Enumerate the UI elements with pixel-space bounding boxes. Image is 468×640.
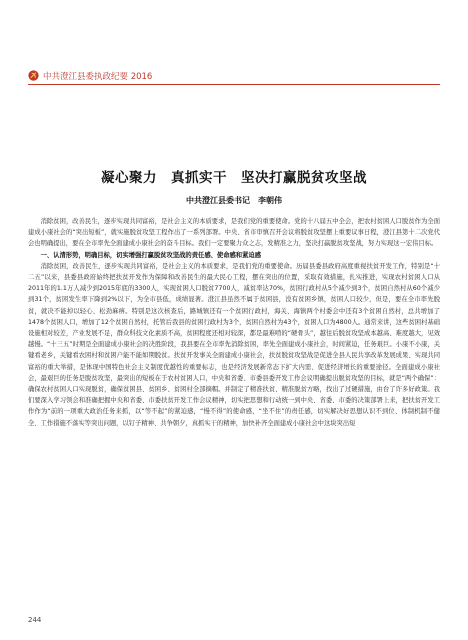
- article-title: 凝心聚力 真抓实干 坚决打赢脱贫攻坚战: [101, 170, 367, 186]
- page-number: 244: [28, 616, 42, 624]
- party-emblem-icon: [28, 70, 39, 81]
- running-header: [28, 69, 440, 82]
- body-paragraph: 消除贫困，改善民生，逐步实现共同富裕，是社会主义的本质要求，是我们党的重要使命。历届县委县政府高度重视扶贫开发工作，特别是“十二五”以来，县委县政府始终把扶贫开发作为保障和改善民生的最大民心工程，摆在突出的位置，采取有效措施，扎实推进，实现农村贫困人口从2011年的1.1万人减少到2015年底的3300人，实现贫困人口脱贫7700人，减贫率达70%，贫困行政村从5个减少到3个，贫困自然村从60个减少到31个，贫困发生率下降到2%以下，为全市县低，成绩显著。澄江县虽然不属于贫困县，没有贫困乡镇，贫困人口较少，但是，要在全市率先脱贫，就决不能掉以轻心、松劲麻痹。特别是这次核查后，路城镇还有一个贫困行政村，海关、海镇两个村委会中还有3个贫困自然村，总共增加了1478个贫困人口，增加了12个贫困自然村，托管后我县的贫困行政村为3个，贫困自然村为43个，贫困人口为4800人。通常来讲，这些贫困村基础设施相对较差，产业发展不足，群众科技文化素质不高，贫困程度还相对较深，都是最难啃的“硬骨头”，越往后脱贫攻坚成本越高、难度越大，见效越慢。“十三五”时期是全面建成小康社会的决胜阶段，我县要在全市率先消除贫困，率先全面建成小康社会，时间紧迫，任务艰巨。小康不小康，关键看老乡，关键看农困村和贫困户能不能如期脱贫。扶贫开发事关全面建成小康社会，扶贫脱贫攻坚战是促进全县人民共享改革发展成果、实现共同富裕的重大举措，是体现中国特色社会主义制度优越性的重要标志，也是经济发展新常态下扩大内需、促进经济增长的重要途径。全面建成小康社会，最艰巨的任务是脱贫攻坚，最突出的短板在于农村贫困人口，中央和省委、市委县委开发工作会议明确提出脱贫攻坚的目标，就是“两个确保”：确保农村贫困人口实现脱贫，确保贫困县、贫困乡、贫困村全部摘帽。并制定了精准扶贫、精准脱贫方略，找出了过硬措施，由台了许多好政策。我们要深入学习领会和准确把握中央和省委、市委扶贫开发工作会议精神，切实把思想和行动统一到中央、省委、市委的决策部署上来，把扶贫开发工作作为“前的一项重大政治任务来抓，以“等不起”的紧迫感，“慢不得”的使命感，“坐不住”的责任感，切实解决好思想认识不到位、体制机制不健全、工作措施不落实等突出问题，以钉子精神、共争朝夕，真抓实干的精神，加快补齐全面建成小康社会中这块突出短: [28, 262, 440, 427]
- running-title: 中共澄江县委执政纪要 2016: [43, 71, 153, 82]
- article-body: [28, 216, 440, 616]
- article-byline: 中共澄江县委书记 李朝伟: [186, 196, 282, 205]
- section-heading: 一、认清形势，明确目标，切实增强打赢脱贫攻坚战的责任感、使命感和紧迫感: [40, 251, 261, 259]
- header-divider: [28, 84, 440, 85]
- body-paragraph: 消除贫困，改善民生，逐步实现共同富裕，是社会主义的本质要求，是我们党的重要使命。党的十八届五中全会，把农村贫困人口脱贫作为全面建成小康社会的“突出短板”，就实施脱贫攻坚工程作出了一系列部署。中央、省市审慎召开会议将脱贫攻坚摆上重要议事日程，澄江县第十二次党代会也明确提出，要在全市率先全面建成小康社会的奋斗目标。我们一定要聚力众之志，发精准之力，坚决打赢脱贫攻坚战，努力实现这一宏伟目标。: [28, 218, 440, 248]
